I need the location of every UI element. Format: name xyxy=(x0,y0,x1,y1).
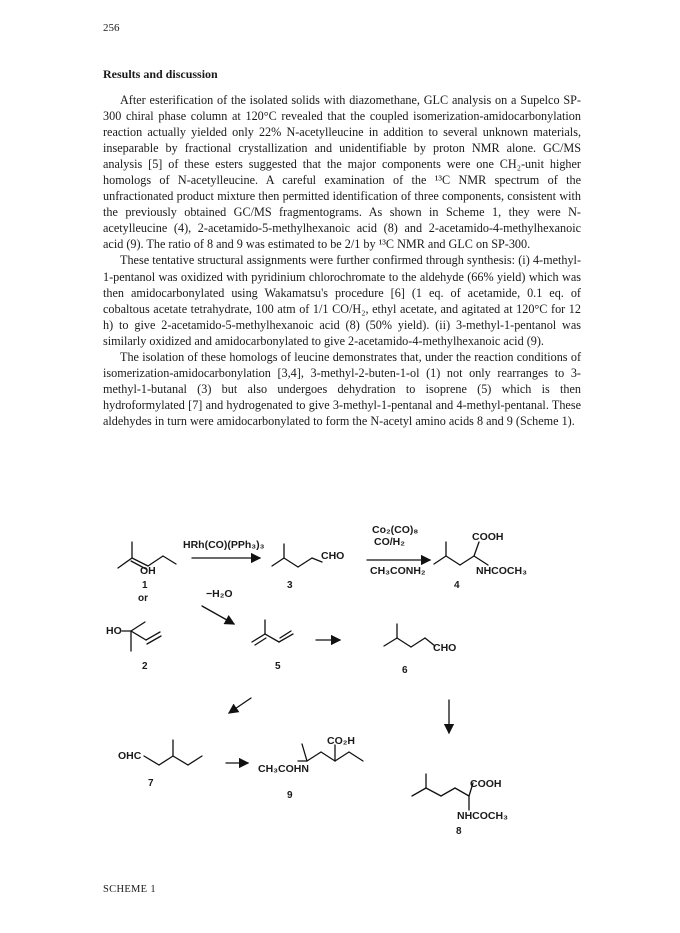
compound-number-2: 2 xyxy=(142,661,148,672)
compound-number-5: 5 xyxy=(275,661,281,672)
compound-8-structure xyxy=(412,774,473,810)
group-cho-3: CHO xyxy=(321,550,345,562)
paragraph-1: After esterification of the isolated solids with diazomethane, GLC analysis on a Supelco SP-300 chiral phase column at 120°C revealed that the coupled isomerization-amidocarbonylation reaction actually yielded only 22% N-acetylleucine in addition to several unknown materials, inseparable by fractional crystallization and unidentifiable by proton NMR alone. GC/MS analysis [5] of these esters suggested that the major components were one CH₂-unit higher homologs of N-acetylleucine. A careful examination of the ¹³C NMR spectrum of the unfractionated product mixture then permitted identification of three components, consistent with the previously obtained GC/MS fragmentograms. As shown in Scheme 1, they were N-acetylleucine (4), 2-acetamido-5-methylhexanoic acid (8) and 2-acetamido-4-methylhexanoic acid (9). The ratio of 8 and 9 was estimated to be 2/1 by ¹³C NMR and GLC on SP-300. xyxy=(103,93,581,252)
compound-number-4: 4 xyxy=(454,580,460,591)
arrow-to-5 xyxy=(202,606,234,624)
scheme-caption: SCHEME 1 xyxy=(103,884,156,895)
compound-number-8: 8 xyxy=(456,826,462,837)
scheme-drawing xyxy=(0,520,680,880)
compound-6-structure xyxy=(384,624,435,647)
body-text xyxy=(103,92,581,429)
group-cho-6: CHO xyxy=(433,642,457,654)
arrow-to-7 xyxy=(229,698,251,713)
group-ho: HO xyxy=(106,625,122,637)
group-cooh-4: COOH xyxy=(472,531,504,543)
compound-number-7: 7 xyxy=(148,778,154,789)
compound-5-structure xyxy=(252,620,293,645)
group-ohc: OHC xyxy=(118,750,142,762)
reagent-syngas: CO/H₂ xyxy=(374,536,405,548)
group-ch3cohn-9: CH₃COHN xyxy=(258,763,309,775)
group-co2h-9: CO₂H xyxy=(327,735,355,747)
group-nhcoch3-8: NHCOCH₃ xyxy=(457,810,508,822)
compound-number-6: 6 xyxy=(402,665,408,676)
group-nhcoch3-4: NHCOCH₃ xyxy=(476,565,527,577)
reagent-rhodium: HRh(CO)(PPh₃)₃ xyxy=(183,539,265,551)
compound-3-structure xyxy=(272,544,322,567)
or-label: or xyxy=(138,593,148,604)
group-cooh-8: COOH xyxy=(470,778,502,790)
group-oh: OH xyxy=(140,565,156,577)
compound-7-structure xyxy=(144,740,202,765)
compound-number-9: 9 xyxy=(287,790,293,801)
compound-4-structure xyxy=(434,542,488,565)
compound-2-structure xyxy=(122,622,161,651)
reagent-acetamide: CH₃CONH₂ xyxy=(370,565,426,577)
page-number: 256 xyxy=(103,22,120,34)
reagent-dehydration: −H₂O xyxy=(206,588,233,600)
reagent-cobalt: Co₂(CO)₈ xyxy=(372,524,419,536)
compound-number-3: 3 xyxy=(287,580,293,591)
paragraph-3: The isolation of these homologs of leucine demonstrates that, under the reaction conditions of isomerization-amidocarbonylation [3,4], 3-methyl-2-buten-1-ol (1) not only rearranges to 3-methyl-1-butanal (3) but also undergoes dehydration to isoprene (5) which is then hydroformylated [7] and hydrogenated to give 3-methyl-1-pentanal and 4-methyl-pentanal. These aldehydes in turn were amidocarbonylated to form the N-acetyl amino acids 8 and 9 (Scheme 1). xyxy=(103,349,581,428)
paragraph-2: These tentative structural assignments were further confirmed through synthesis: (i) 4-methyl-1-pentanol was oxidized with pyridinium chlorochromate to the aldehyde (66% yield) which was then amidocarbonylated using Wakamatsu's procedure [6] (1 eq. of acetamide, 0.1 eq. of cobaltous acetate tetrahydrate, 100 atm of 1/1 CO/H₂, ethyl acetate, and agitated at 120°C for 12 h) to give 2-acetamido-5-methylhexanoic acid (8) (50% yield). (ii) 3-methyl-1-pentanol was similarly oxidized and amidocarbonylated to give 2-acetamido-4-methylhexanoic acid (9). xyxy=(103,253,581,348)
compound-number-1: 1 xyxy=(142,580,148,591)
section-title: Results and discussion xyxy=(103,67,218,81)
reaction-scheme xyxy=(0,520,680,880)
